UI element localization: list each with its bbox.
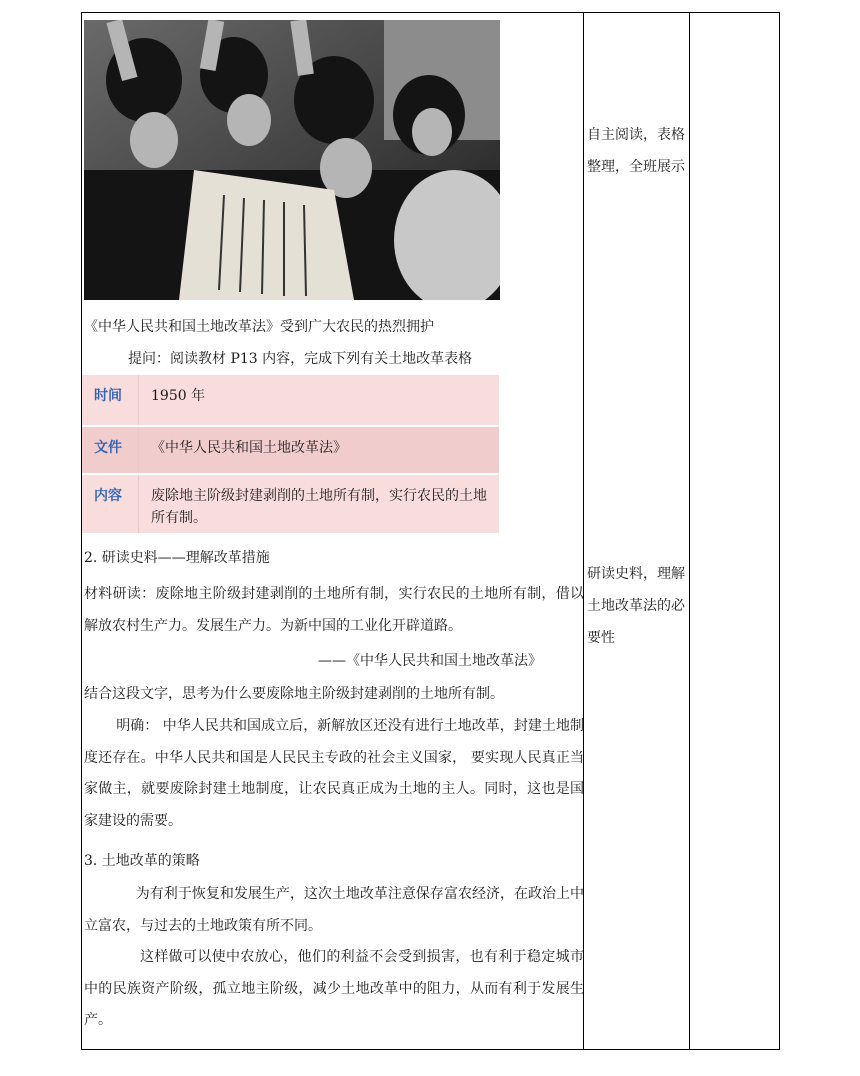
activity-note-reading: 自主阅读，表格整理，全班展示 [587, 127, 685, 175]
table-row [82, 474, 499, 533]
activity-note-sources: 研读史料，理解土地改革法的必要性 [587, 566, 685, 646]
material-source: ——《中华人民共和国土地改革法》 [318, 653, 542, 669]
land-reform-photo [84, 20, 500, 300]
strategy-paragraph-2: 这样做可以使中农放心，他们的利益不会受到损害，也有利于稳定城市中的民族资产阶级，孤立地主阶级，减少土地改革中的阻力，从而有利于发展生产。 [84, 949, 584, 1028]
row-key: 内容 [82, 474, 139, 533]
material-paragraph: 材料研读：废除地主阶级封建剥削的土地所有制，实行农民的土地所有制，借以解放农村生产力。发展生产力。为新中国的工业化开辟道路。 [84, 586, 584, 634]
lesson-table [81, 12, 780, 1050]
section-2-title: 2. 研读史料——理解改革措施 [84, 550, 270, 566]
table-row [82, 426, 499, 474]
photo-caption: 《中华人民共和国土地改革法》受到广大农民的热烈拥护 [84, 319, 434, 335]
table-row [82, 375, 499, 426]
row-value: 1950 年 [139, 375, 500, 426]
clarify-paragraph: 明确： 中华人民共和国成立后，新解放区还没有进行土地改革，封建土地制度还存在。中华人民共和国是人民民主专政的社会主义国家， 要实现人民真正当家做主，就要废除封建土地制度，让农民真正成为土地的主人。同时，这也是国家建设的需要。 [84, 718, 584, 829]
think-question: 结合这段文字，思考为什么要废除地主阶级封建剥削的土地所有制。 [84, 686, 504, 702]
section-3-title: 3. 土地改革的策略 [84, 853, 200, 869]
question-prompt: 提问：阅读教材 P13 内容，完成下列有关土地改革表格 [128, 351, 473, 367]
row-value: 废除地主阶级封建剥削的土地所有制，实行农民的土地所有制。 [139, 474, 500, 533]
main-column [82, 13, 583, 1049]
strategy-paragraph-1: 为有利于恢复和发展生产，这次土地改革注意保存富农经济，在政治上中立富农，与过去的土地政策有所不同。 [84, 886, 584, 934]
row-key: 文件 [82, 426, 139, 474]
row-value: 《中华人民共和国土地改革法》 [139, 426, 500, 474]
land-reform-summary-table [82, 375, 499, 533]
row-key: 时间 [82, 375, 139, 426]
